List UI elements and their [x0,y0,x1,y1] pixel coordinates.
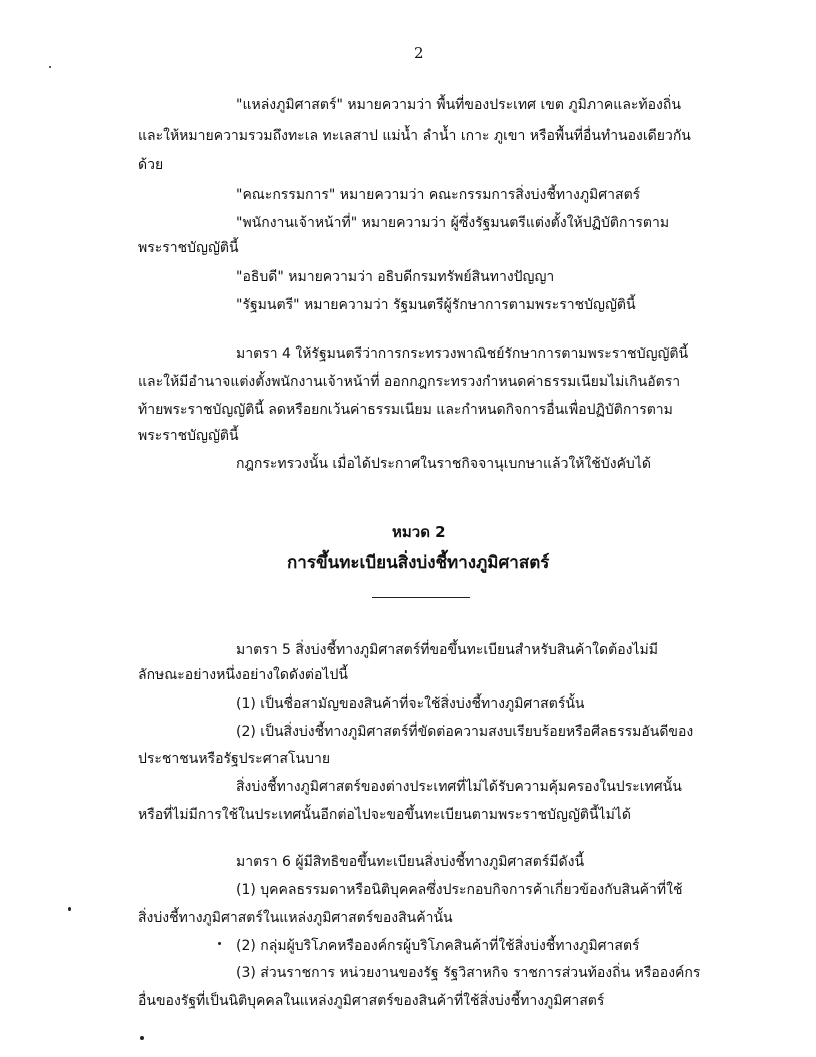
definition-minister: "รัฐมนตรี" หมายความว่า รัฐมนตรีผู้รักษาการตามพระราชบัญญัตินี้ [236,297,636,313]
section-6-item-1-line-2: สิ่งบ่งชี้ทางภูมิศาสตร์ในแหล่งภูมิศาสตร์ของสินค้านั้น [138,910,453,926]
scan-speck [218,942,221,945]
section-4-line-1: มาตรา 4 ให้รัฐมนตรีว่าการกระทรวงพาณิชย์รักษาการตามพระราชบัญญัตินี้ [236,346,689,362]
definition-geographical-area-line-1: "แหล่งภูมิศาสตร์" หมายความว่า พื้นที่ของประเทศ เขต ภูมิภาคและท้องถิ่น [236,97,681,113]
definition-geographical-area-line-2: และให้หมายความรวมถึงทะเล ทะเลสาป แม่น้ำ ลำน้ำ เกาะ ภูเขา หรือพื้นที่อื่นทำนองเดียวกัน [138,128,691,144]
section-6-item-3-line-2: อื่นของรัฐที่เป็นนิติบุคคลในแหล่งภูมิศาสตร์ของสินค้าที่ใช้สิ่งบ่งชี้ทางภูมิศาสตร์ [138,993,605,1009]
definition-committee: "คณะกรรมการ" หมายความว่า คณะกรรมการสิ่งบ่งชี้ทางภูมิศาสตร์ [236,187,641,203]
definition-geographical-area-line-3: ด้วย [138,157,164,173]
section-5-paragraph-line-1: สิ่งบ่งชี้ทางภูมิศาสตร์ของต่างประเทศที่ไม่ได้รับความคุ้มครองในประเทศนั้น [236,779,682,795]
scan-speck [49,66,51,68]
chapter-divider [372,597,470,598]
section-4-line-4: พระราชบัญญัตินี้ [138,428,239,444]
section-5-item-2-line-2: ประชาชนหรือรัฐประศาสโนบาย [138,751,331,767]
chapter-number: หมวด 2 [392,523,446,541]
section-6-item-1-line-1: (1) บุคคลธรรมดาหรือนิติบุคคลซึ่งประกอบกิจการค้าเกี่ยวข้องกับสินค้าที่ใช้ [236,882,683,898]
section-5-paragraph-line-2: หรือที่ไม่มีการใช้ในประเทศนั้นอีกต่อไปจะขอขึ้นทะเบียนตามพระราชบัญญัตินี้ไม่ได้ [138,807,631,823]
scan-speck [68,907,71,911]
section-4-line-3: ท้ายพระราชบัญญัตินี้ ลดหรือยกเว้นค่าธรรมเนียม และกำหนดกิจการอื่นเพื่อปฏิบัติการตาม [138,402,673,418]
definition-official-line-2: พระราชบัญญัตินี้ [138,240,239,256]
definition-official-line-1: "พนักงานเจ้าหน้าที่" หมายความว่า ผู้ซึ่งรัฐมนตรีแต่งตั้งให้ปฏิบัติการตาม [236,215,670,231]
section-4-line-2: และให้มีอำนาจแต่งตั้งพนักงานเจ้าหน้าที่ ออกกฎกระทรวงกำหนดค่าธรรมเนียมไม่เกินอัตรา [138,374,681,390]
chapter-title: การขึ้นทะเบียนสิ่งบ่งชี้ทางภูมิศาสตร์ [287,553,550,573]
definition-director-general: "อธิบดี" หมายความว่า อธิบดีกรมทรัพย์สินทางปัญญา [236,269,555,285]
scan-speck [140,1036,144,1040]
page-number: 2 [414,44,424,62]
section-6-line-1: มาตรา 6 ผู้มีสิทธิขอขึ้นทะเบียนสิ่งบ่งชี้ทางภูมิศาสตร์มีดังนี้ [236,854,585,870]
section-5-line-1: มาตรา 5 สิ่งบ่งชี้ทางภูมิศาสตร์ที่ขอขึ้นทะเบียนสำหรับสินค้าใดต้องไม่มี [236,642,658,658]
section-6-item-3-line-1: (3) ส่วนราชการ หน่วยงานของรัฐ รัฐวิสาหกิจ ราชการส่วนท้องถิ่น หรือองค์กร [236,965,701,981]
section-5-item-1: (1) เป็นชื่อสามัญของสินค้าที่จะใช้สิ่งบ่งชี้ทางภูมิศาสตร์นั้น [236,696,585,712]
section-5-item-2-line-1: (2) เป็นสิ่งบ่งชี้ทางภูมิศาสตร์ที่ขัดต่อความสงบเรียบร้อยหรือศีลธรรมอันดีของ [236,724,694,740]
section-6-item-2: (2) กลุ่มผู้บริโภคหรือองค์กรผู้บริโภคสินค้าที่ใช้สิ่งบ่งชี้ทางภูมิศาสตร์ [236,938,640,954]
section-4-line-5: กฎกระทรวงนั้น เมื่อได้ประกาศในราชกิจจานุเบกษาแล้วให้ใช้บังคับได้ [236,456,651,472]
section-5-line-2: ลักษณะอย่างหนึ่งอย่างใดดังต่อไปนี้ [138,667,348,683]
